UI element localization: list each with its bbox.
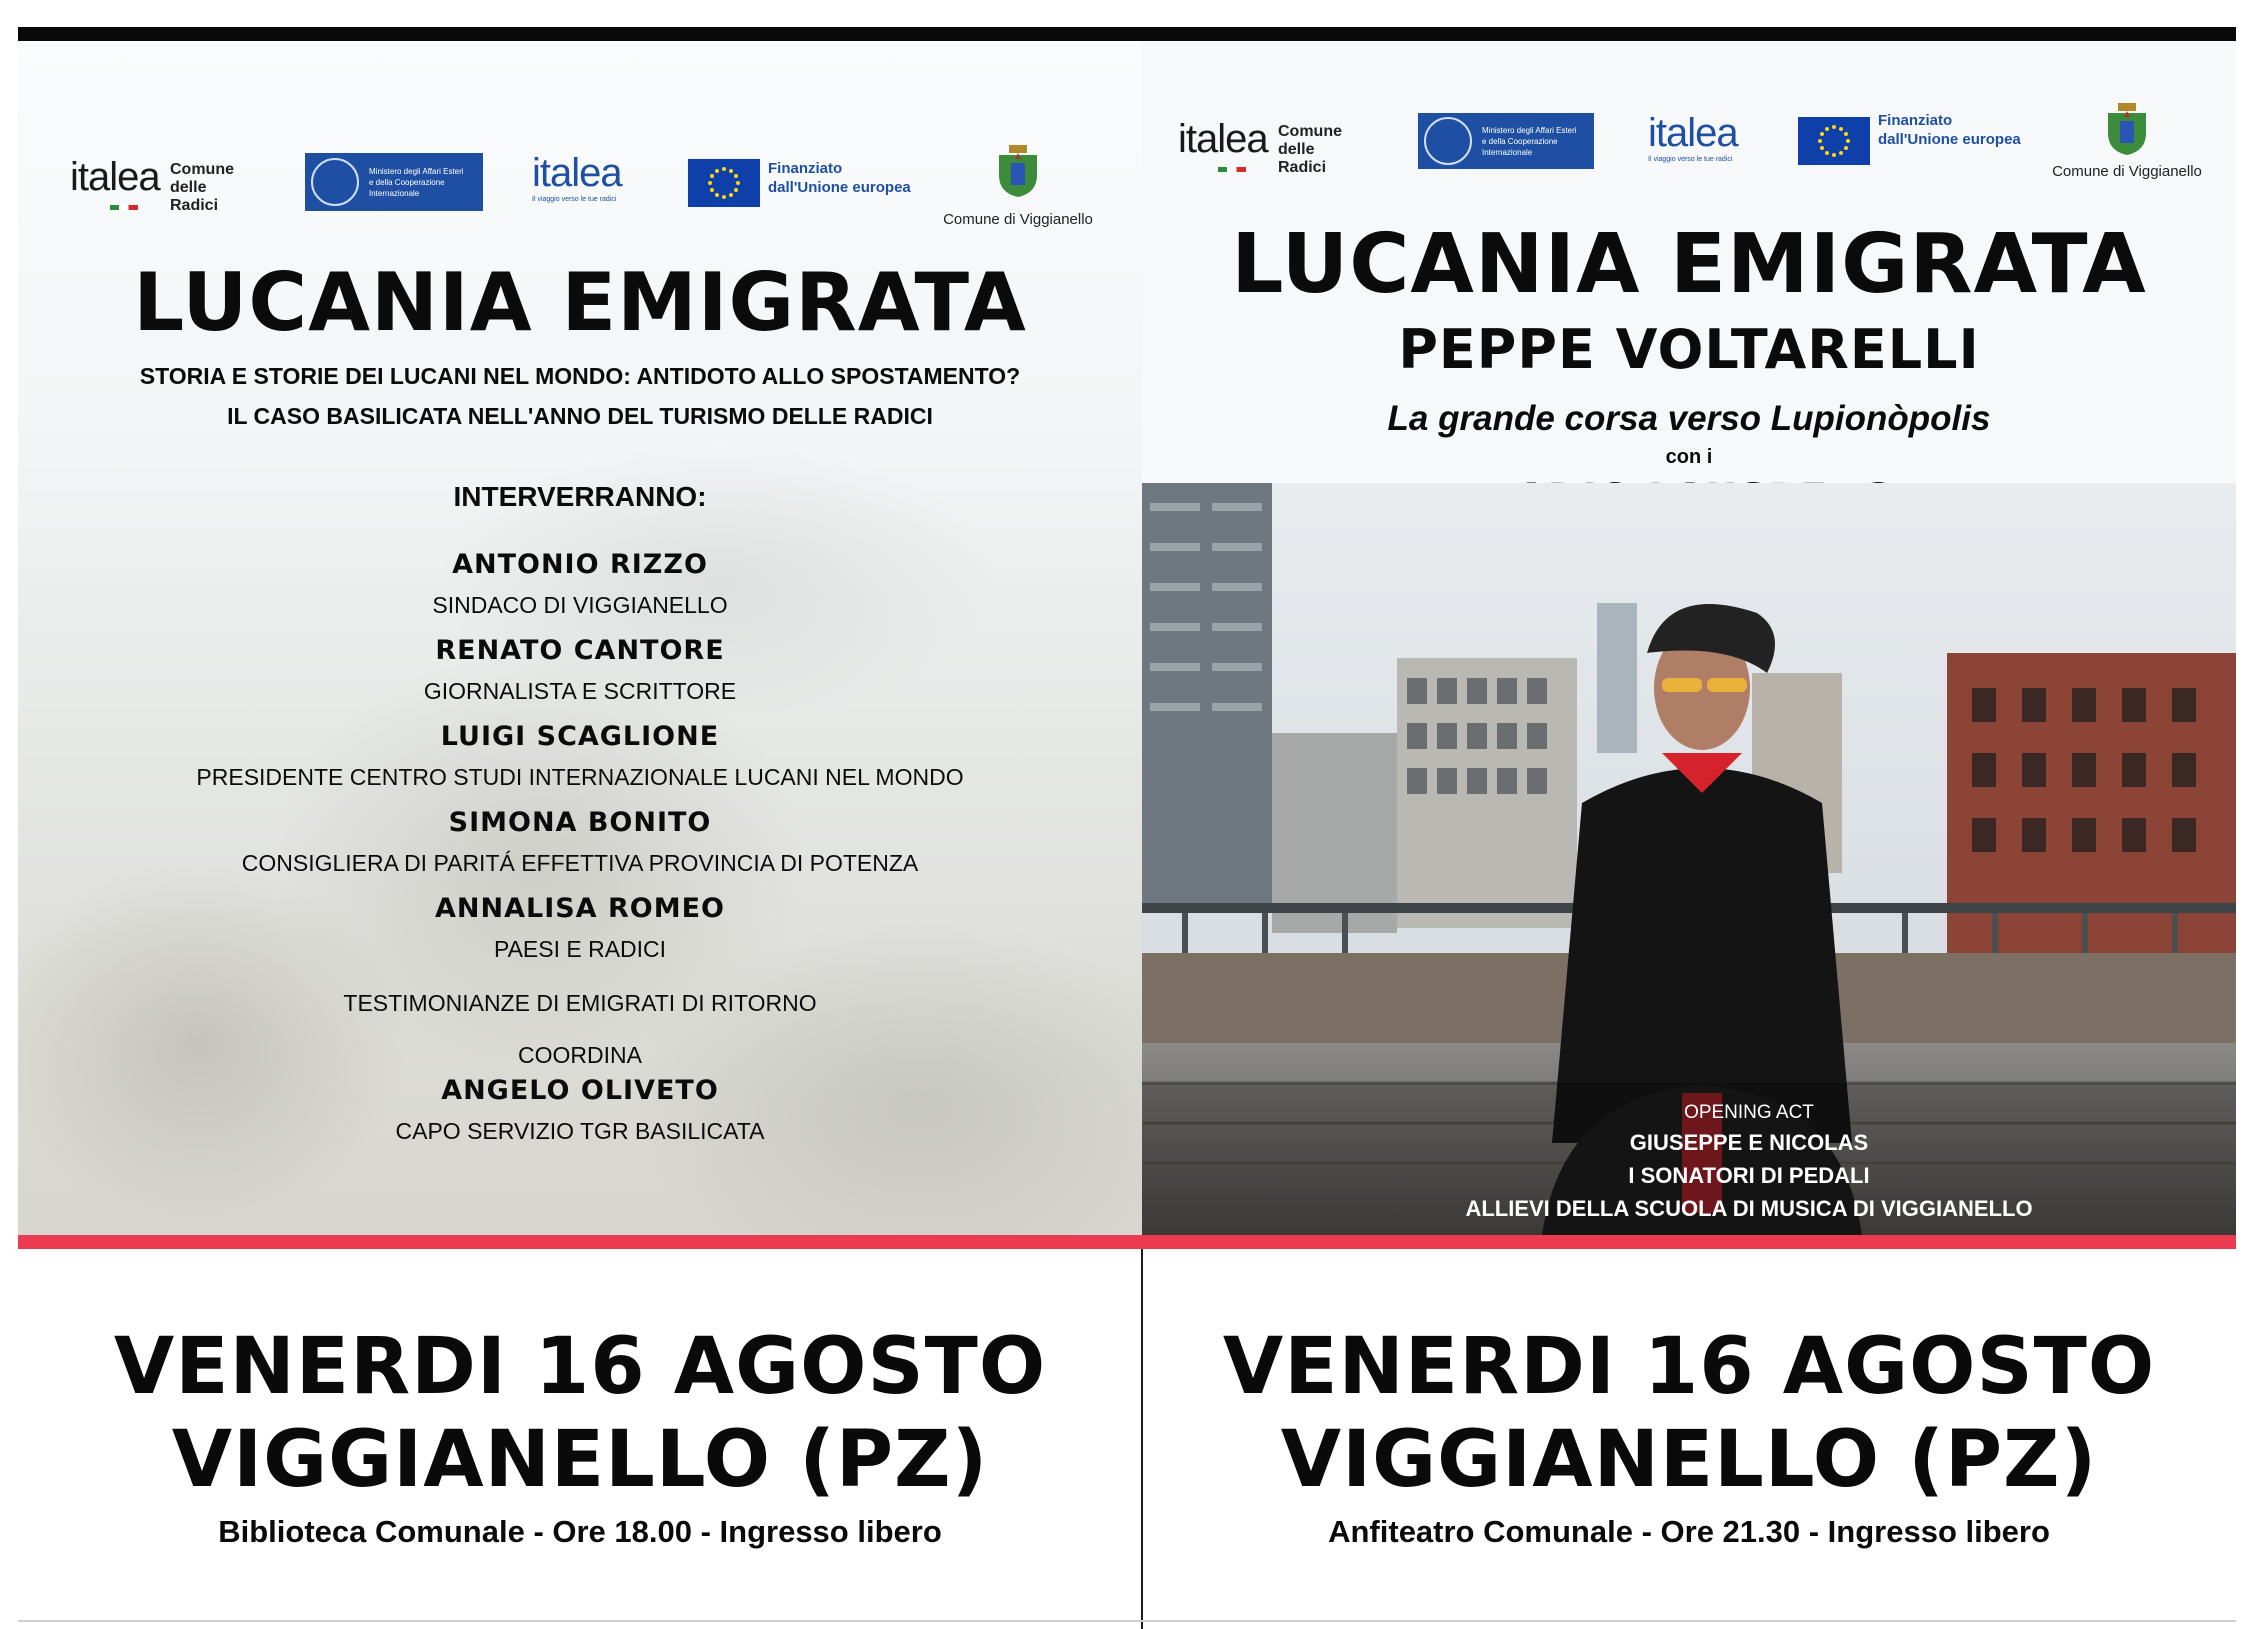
with-label: con i — [1665, 446, 1713, 468]
opening-act-3: ALLIEVI DELLA SCUOLA DI MUSICA DI VIGGIANELLO — [1465, 1196, 2033, 1221]
coat-of-arms-icon — [995, 143, 1041, 199]
right-title: LUCANIA EMIGRATA — [1231, 217, 2147, 312]
show-title: La grande corsa verso Lupionòpolis — [1387, 399, 1991, 438]
eu-label-1: Finanziato — [1878, 112, 1953, 129]
comune-crest-logo — [938, 143, 1098, 228]
speaker-name: SIMONA BONITO — [448, 807, 712, 838]
left-place: VIGGIANELLO (PZ) — [171, 1415, 989, 1505]
italea-comune-radici-logo — [1178, 117, 1342, 176]
italea-logo — [1648, 111, 1738, 163]
left-venue: Biblioteca Comunale - Ore 18.00 - Ingresso libero — [218, 1514, 942, 1549]
italy-flag-icon — [110, 205, 138, 210]
left-subtitle-2: IL CASO BASILICATA NELL'ANNO DEL TURISMO DELLE RADICI — [227, 403, 933, 429]
partner-logos — [1142, 71, 2236, 211]
eu-label-1: Finanziato — [768, 160, 843, 177]
coat-of-arms-icon — [2104, 101, 2150, 157]
coordinator-label: COORDINA — [518, 1042, 642, 1068]
eu-funded-logo — [1798, 112, 2021, 170]
eu-flag-icon — [688, 159, 760, 207]
italea-wordmark: italea — [1178, 117, 1268, 161]
ministry-name: Ministero degli Affari Esteri — [1482, 125, 1577, 135]
italea-comune-radici-logo — [70, 155, 234, 214]
italea-wordmark: italea — [532, 151, 622, 195]
left-poster — [18, 41, 1142, 1235]
republic-seal-icon — [311, 158, 359, 206]
italea-logo — [532, 151, 622, 203]
opening-act-1: GIUSEPPE E NICOLAS — [1629, 1130, 1869, 1155]
republic-seal-icon — [1424, 117, 1472, 165]
speaker-name: ANNALISA ROMEO — [435, 893, 725, 924]
italy-flag-icon — [1218, 167, 1246, 172]
artist-name: PEPPE VOLTARELLI — [1398, 318, 1980, 381]
opening-act-2: I SONATORI DI PEDALI — [1628, 1163, 1870, 1188]
ministry-name: Ministero degli Affari Esteri — [369, 166, 464, 176]
partner-logos — [18, 93, 1142, 233]
comune-label: Comune — [170, 161, 234, 178]
top-border — [18, 27, 2236, 41]
speaker-role: SINDACO DI VIGGIANELLO — [432, 592, 728, 618]
opening-label: OPENING ACT — [1684, 1102, 1814, 1123]
ministry-logo — [305, 153, 483, 211]
comune-label: Comune — [1278, 123, 1342, 140]
coordinator-role: CAPO SERVIZIO TGR BASILICATA — [395, 1118, 765, 1144]
speaker-role: CONSIGLIERA DI PARITÁ EFFETTIVA PROVINCIA DI POTENZA — [241, 850, 919, 876]
left-title: LUCANIA EMIGRATA — [133, 256, 1027, 349]
bottom-rule — [18, 1620, 2236, 1622]
speaker-role: PRESIDENTE CENTRO STUDI INTERNAZIONALE LUCANI NEL MONDO — [196, 764, 964, 790]
italea-wordmark: italea — [1648, 111, 1738, 155]
speaker-name: LUIGI SCAGLIONE — [440, 721, 720, 752]
speaker-name: RENATO CANTORE — [435, 635, 725, 666]
comune-crest-logo — [2042, 101, 2212, 180]
speakers-intro: INTERVERRANNO: — [453, 481, 707, 512]
speaker-role: GIORNALISTA E SCRITTORE — [423, 678, 737, 704]
testimonials-line: TESTIMONIANZE DI EMIGRATI DI RITORNO — [343, 990, 817, 1016]
coordinator-name: ANGELO OLIVETO — [441, 1075, 719, 1106]
right-date: VENERDI 16 AGOSTO — [1222, 1322, 2156, 1412]
ministry-logo — [1418, 113, 1594, 169]
ministry-name-2: e della Cooperazione Internazionale — [1482, 136, 1558, 157]
right-accent-bar — [1142, 1235, 2236, 1249]
left-accent-bar — [18, 1235, 1142, 1249]
comune-name: Comune di Viggianello — [2052, 163, 2202, 180]
delle-radici-label: delle Radici — [170, 179, 219, 214]
eu-label-2: dall'Unione europea — [1878, 131, 2021, 148]
left-date: VENERDI 16 AGOSTO — [113, 1322, 1047, 1412]
delle-radici-label: delle Radici — [1278, 141, 1327, 176]
eu-label-2: dall'Unione europea — [768, 179, 911, 196]
speaker-role: PAESI E RADICI — [493, 936, 667, 962]
ministry-name-2: e della Cooperazione Internazionale — [369, 177, 445, 198]
eu-flag-icon — [1798, 117, 1870, 165]
eu-funded-logo — [688, 159, 911, 212]
italea-tagline: Il viaggio verso le tue radici — [1648, 156, 1733, 163]
right-poster — [1142, 41, 2236, 1235]
left-subtitle-1: STORIA E STORIE DEI LUCANI NEL MONDO: ANTIDOTO ALLO SPOSTAMENTO? — [139, 363, 1021, 389]
right-place: VIGGIANELLO (PZ) — [1280, 1415, 2098, 1505]
italea-tagline: Il viaggio verso le tue radici — [532, 196, 617, 203]
speaker-name: ANTONIO RIZZO — [452, 549, 708, 580]
right-venue: Anfiteatro Comunale - Ore 21.30 - Ingresso libero — [1328, 1514, 2050, 1549]
comune-name: Comune di Viggianello — [943, 211, 1093, 228]
italea-wordmark: italea — [70, 155, 160, 199]
